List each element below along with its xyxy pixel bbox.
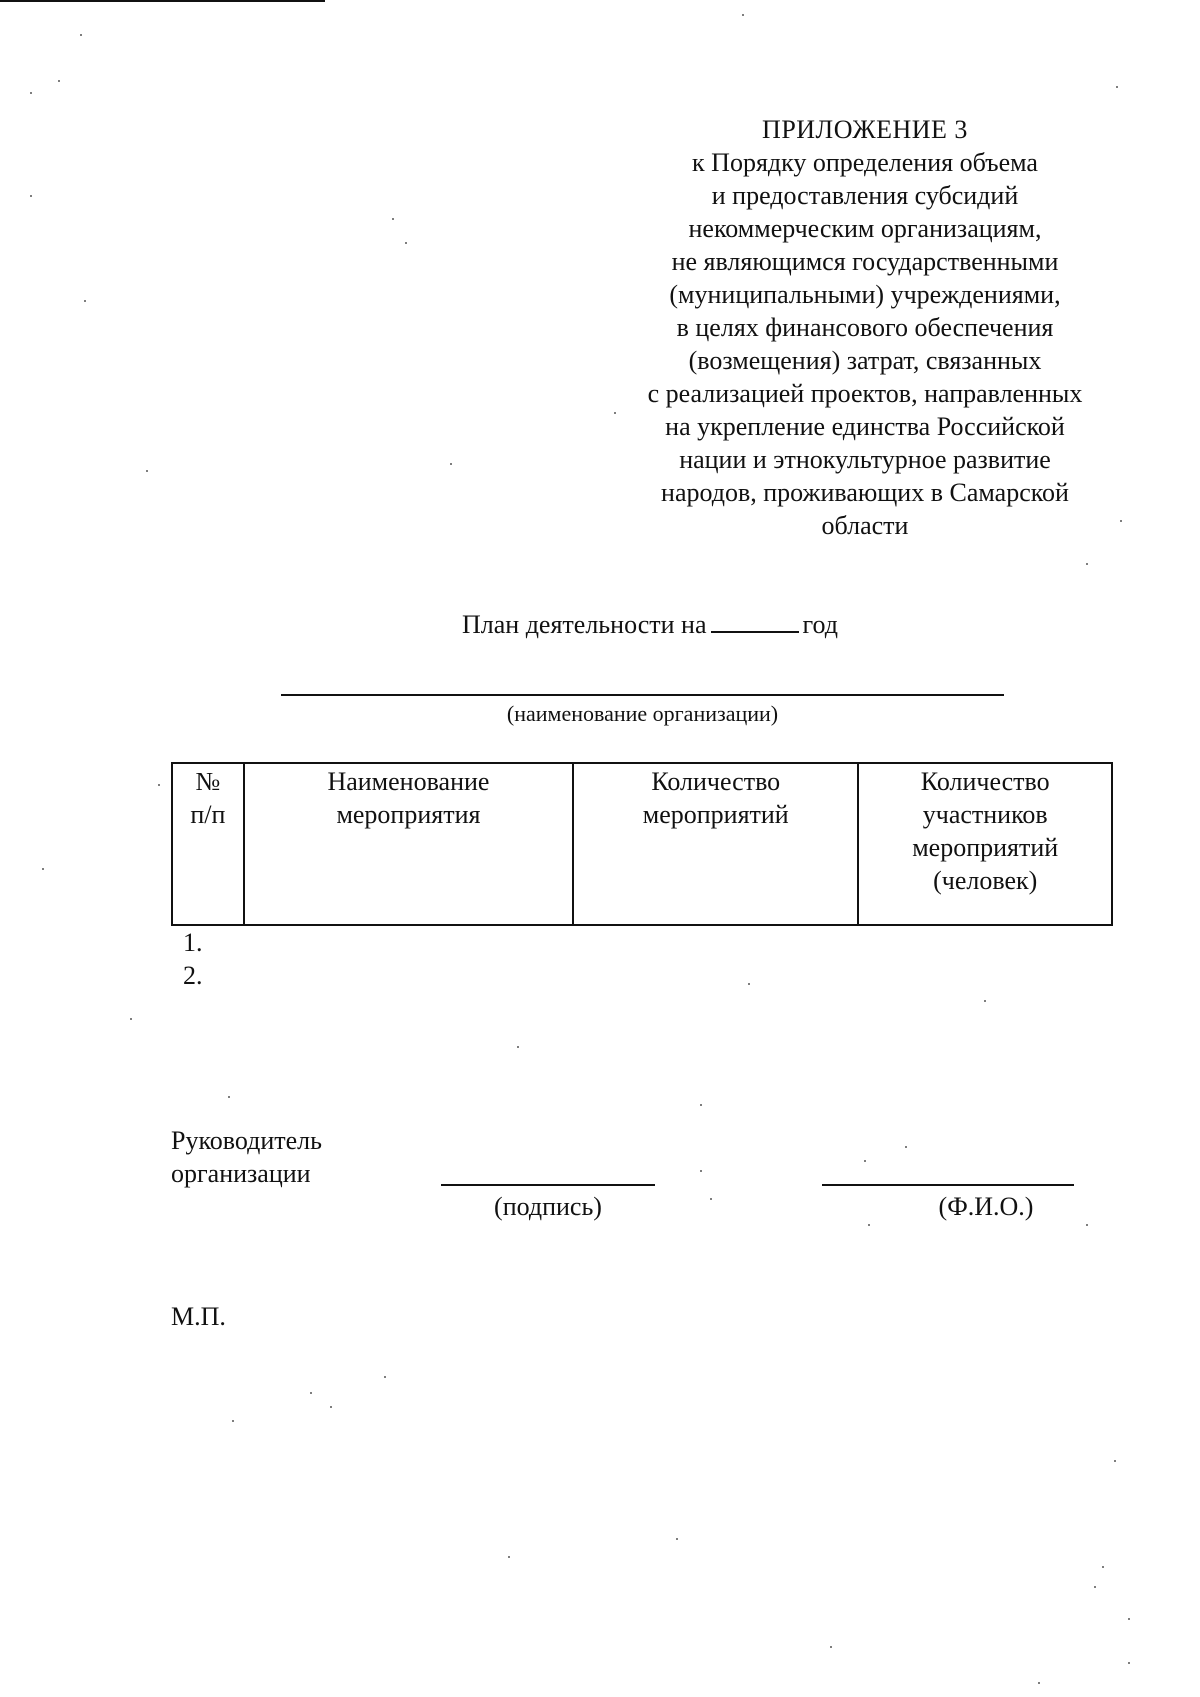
- appendix-line: (возмещения) затрат, связанных: [688, 346, 1042, 375]
- scan-speck: [830, 1646, 832, 1648]
- appendix-line: некоммерческим организациям,: [688, 214, 1042, 243]
- table-header-row: [172, 763, 1112, 925]
- row-number: 2.: [183, 961, 203, 990]
- scan-speck: [42, 868, 44, 870]
- scan-speck: [1086, 1224, 1088, 1226]
- scan-speck: [310, 1392, 312, 1394]
- organization-caption: (наименование организации): [506, 701, 779, 726]
- row-number-list: [183, 926, 203, 992]
- appendix-line: на укрепление единства Российской: [665, 412, 1065, 441]
- appendix-line: народов, проживающих в Самарской: [661, 478, 1069, 507]
- scan-speck: [868, 1224, 870, 1226]
- header-line: (человек): [933, 866, 1038, 895]
- appendix-line: не являющимся государственными: [671, 247, 1059, 276]
- scan-speck: [700, 1104, 702, 1106]
- scan-speck: [232, 1420, 234, 1422]
- scan-speck: [1116, 86, 1118, 88]
- header-line: мероприятий: [912, 833, 1059, 862]
- scan-speck: [517, 1046, 519, 1048]
- header-line: п/п: [190, 800, 226, 829]
- scan-speck: [1128, 1662, 1130, 1664]
- scan-speck: [1114, 1460, 1116, 1462]
- header-line: Количество: [920, 767, 1050, 796]
- scan-speck: [450, 463, 452, 465]
- organization-name-field[interactable]: [281, 694, 1004, 696]
- scan-speck: [905, 1146, 907, 1148]
- top-edge-rule: [0, 0, 325, 2]
- scan-speck: [1038, 1682, 1040, 1684]
- appendix-line: к Порядку определения объема: [692, 148, 1038, 177]
- scan-speck: [1128, 1618, 1130, 1620]
- scan-speck: [1102, 1566, 1104, 1568]
- scan-speck: [508, 1556, 510, 1558]
- appendix-block: [615, 113, 1115, 542]
- plan-title: [300, 608, 1000, 641]
- scan-speck: [330, 1406, 332, 1408]
- plan-title-prefix: План деятельности на: [462, 610, 707, 639]
- header-line: Количество: [651, 767, 781, 796]
- scan-speck: [710, 1198, 712, 1200]
- scan-speck: [30, 195, 32, 197]
- scan-speck: [228, 1096, 230, 1098]
- scan-speck: [676, 1538, 678, 1540]
- signature-caption: (подпись): [494, 1192, 602, 1221]
- header-event-count: [573, 763, 858, 925]
- scan-speck: [58, 80, 60, 82]
- scan-speck: [80, 34, 82, 36]
- appendix-line: в целях финансового обеспечения: [676, 313, 1054, 342]
- header-line: участников: [922, 800, 1048, 829]
- scan-speck: [984, 1000, 986, 1002]
- header-line: мероприятий: [642, 800, 789, 829]
- scan-speck: [146, 470, 148, 472]
- stamp-placeholder: М.П.: [171, 1302, 226, 1331]
- appendix-title: ПРИЛОЖЕНИЕ 3: [762, 115, 968, 144]
- scan-speck: [1086, 563, 1088, 565]
- scan-speck: [30, 92, 32, 94]
- header-line: №: [195, 767, 221, 796]
- scan-speck: [384, 1376, 386, 1378]
- header-number: [172, 763, 244, 925]
- scan-speck: [392, 218, 394, 220]
- activity-plan-table: [171, 762, 1113, 926]
- scan-speck: [405, 242, 407, 244]
- appendix-line: области: [821, 511, 909, 540]
- scan-speck: [748, 983, 750, 985]
- signatory-label: [171, 1124, 322, 1190]
- full-name-caption: (Ф.И.О.): [938, 1192, 1034, 1221]
- signatory-label-line: Руководитель: [171, 1126, 322, 1155]
- scan-speck: [864, 1160, 866, 1162]
- header-line: мероприятия: [336, 800, 481, 829]
- scan-speck: [158, 784, 160, 786]
- scan-speck: [130, 1018, 132, 1020]
- header-line: Наименование: [327, 767, 490, 796]
- signature-field[interactable]: [441, 1184, 655, 1186]
- signatory-label-line: организации: [171, 1159, 311, 1188]
- full-name-field[interactable]: [822, 1184, 1074, 1186]
- scan-speck: [1094, 1586, 1096, 1588]
- row-number: 1.: [183, 928, 203, 957]
- scan-speck: [84, 300, 86, 302]
- scan-speck: [700, 1170, 702, 1172]
- appendix-line: с реализацией проектов, направленных: [647, 379, 1083, 408]
- scan-speck: [742, 14, 744, 16]
- appendix-line: и предоставления субсидий: [711, 181, 1019, 210]
- scan-speck: [614, 412, 616, 414]
- plan-title-suffix: год: [802, 610, 838, 639]
- scan-speck: [1120, 520, 1122, 522]
- header-participant-count: [858, 763, 1112, 925]
- appendix-line: (муниципальными) учреждениями,: [669, 280, 1061, 309]
- appendix-line: нации и этнокультурное развитие: [679, 445, 1051, 474]
- year-blank-field[interactable]: [711, 611, 799, 633]
- header-event-name: [244, 763, 573, 925]
